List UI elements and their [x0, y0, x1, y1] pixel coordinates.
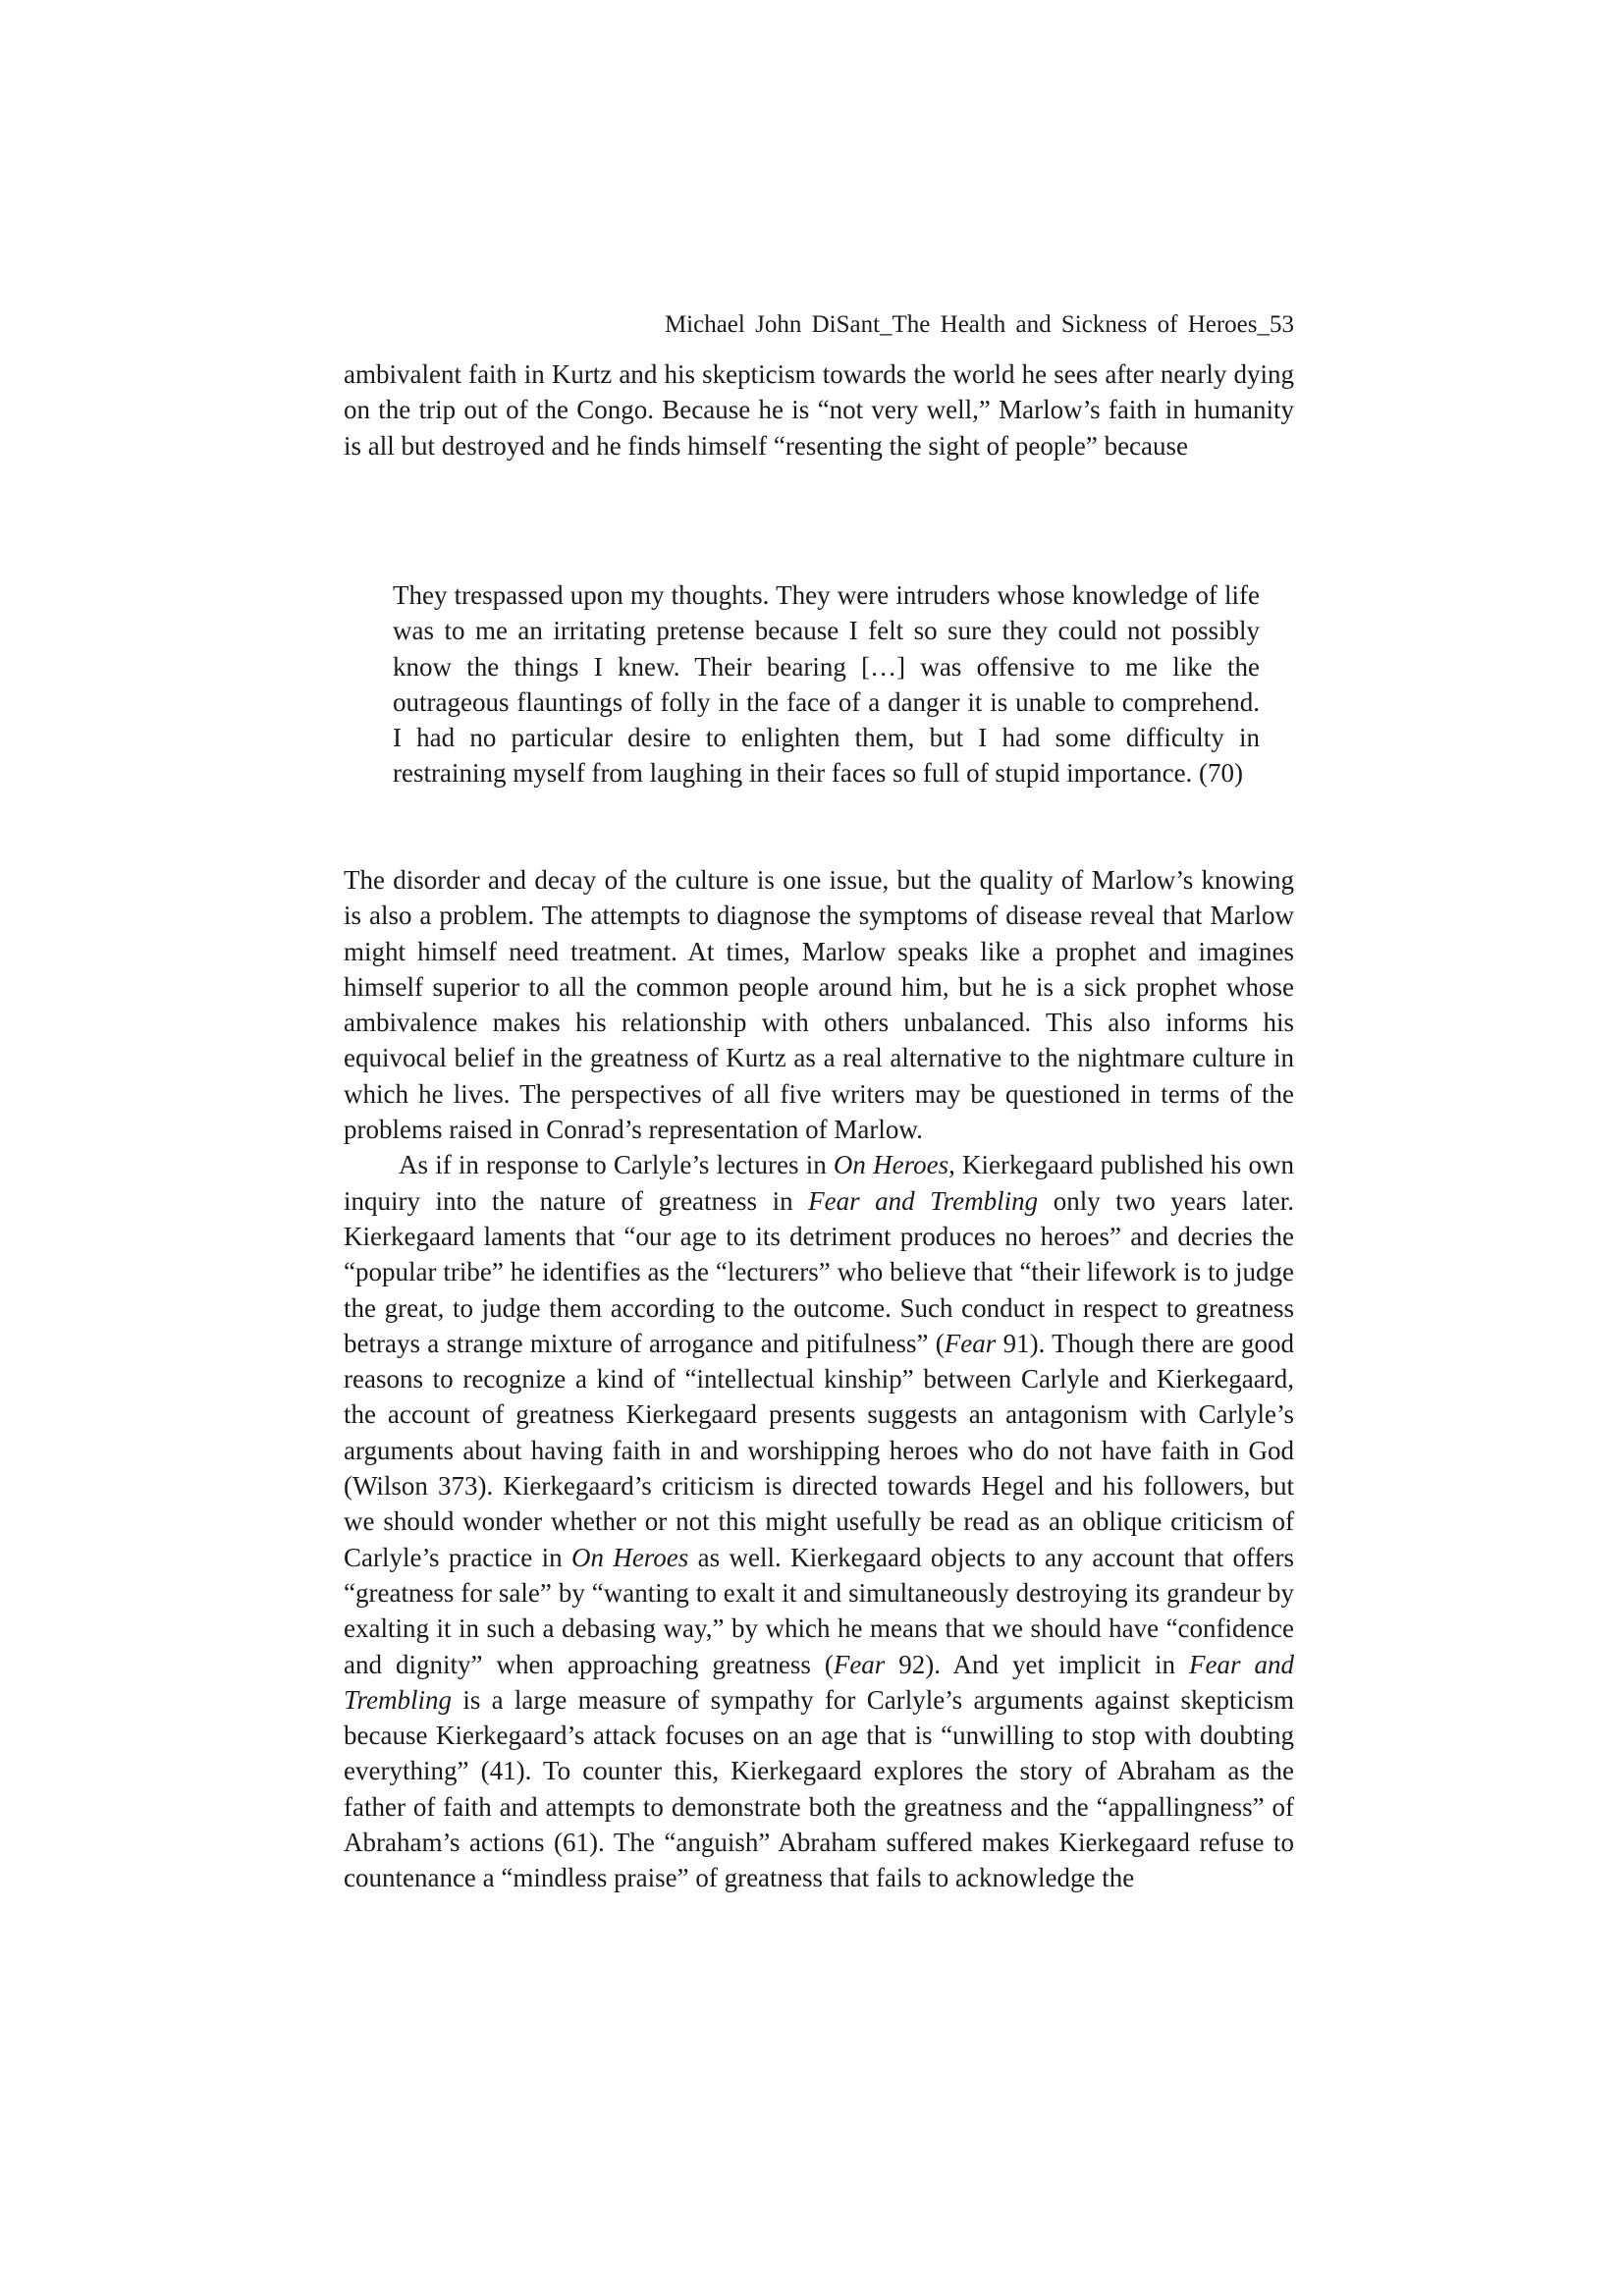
block-quote [393, 577, 1260, 792]
text-run: is a large measure of sympathy for Carlyle’s arguments against skepticism because Kierkegaard’s attack focuses on an age that is “unwilling to stop with doubting everything” (41). To counter this, Kierkegaard explores the story of Abraham as the father of faith and attempts to demonstrate both the greatness and the “appallingness” of Abraham’s actions (61). The “anguish” Abraham suffered makes Kierkegaard refuse to countenance a “mindless praise” of greatness that fails to acknowledge the [344, 1684, 1294, 1893]
italic-title: On Heroes [833, 1150, 949, 1180]
running-header: Michael John DiSant_The Health and Sickness of Heroes_53 [664, 311, 1294, 338]
paragraph-kierkegaard [344, 1147, 1294, 1895]
italic-title: On Heroes [570, 1542, 689, 1572]
italic-title: Fear [833, 1649, 886, 1679]
italic-title: Fear [944, 1328, 997, 1358]
text-run: only two years later. Kierkegaard laments that “our age to its detriment produces no heroes” and decries the “popular tribe” he identifies as the “lecturers” who believe that “their lifework is to judge the great, to judge them according to the outcome. Such conduct in respect to greatness betrays a strange mixture of arrogance and pitifulness” ( [344, 1185, 1294, 1358]
paragraph-text: ambivalent faith in Kurtz and his skepticism towards the world he sees after nearly dying on the trip out of the Congo. Because he is “not very well,” Marlow’s faith in humanity is all but destroyed and he finds himself “resenting the sight of people” because [344, 359, 1294, 461]
body-text [344, 862, 1294, 1896]
paragraph-continuation [344, 356, 1294, 464]
block-quote-text: They trespassed upon my thoughts. They were intruders whose knowledge of life was to me an irritating pretense because I felt so sure they could not possibly know the things I knew. Their bearing […] was offensive to me like the outrageous flauntings of folly in the face of a danger it is unable to comprehend. I had no particular desire to enlighten them, but I had some difficulty in restraining myself from laughing in their faces so full of stupid importance. (70) [393, 580, 1260, 789]
text-run: 92). And yet implicit in [885, 1649, 1190, 1679]
text-run: as well. Kierkegaard objects to any account that offers “greatness for sale” by “wanting to exalt it and simultaneously destroying its grandeur by exalting it in such a debasing way,” by which he means that we should have “confidence and dignity” when approaching greatness ( [344, 1542, 1294, 1679]
italic-title: Fear and Trembling [344, 1649, 1294, 1715]
italic-title: Fear and Trembling [808, 1185, 1039, 1216]
paragraph-marlow: The disorder and decay of the culture is one issue, but the quality of Marlow’s knowing is also a problem. The attempts to diagnose the symptoms of disease reveal that Marlow might himself need treatment. At times, Marlow speaks like a prophet and imagines himself superior to all the common people around him, but he is a sick prophet whose ambivalence makes his relationship with others unbalanced. This also informs his equivocal belief in the greatness of Kurtz as a real alternative to the nightmare culture in which he lives. The perspectives of all five writers may be questioned in terms of the problems raised in Conrad’s representation of Marlow. [344, 865, 1294, 1145]
text-run: , Kierkegaard published his own inquiry into the nature of greatness in [344, 1150, 1294, 1216]
text-run: As if in response to Carlyle’s lectures in [399, 1150, 834, 1180]
text-run: 91). Though there are good reasons to recognize a kind of “intellectual kinship” between Carlyle and Kierkegaard, the account of greatness Kierkegaard presents suggests an antagonism with Carlyle’s arguments about having faith in and worshipping heroes who do not have faith in God (Wilson 373). Kierkegaard’s criticism is directed towards Hegel and his followers, but we should wonder whether or not this might usefully be read as an oblique criticism of Carlyle’s practice in [344, 1328, 1294, 1572]
